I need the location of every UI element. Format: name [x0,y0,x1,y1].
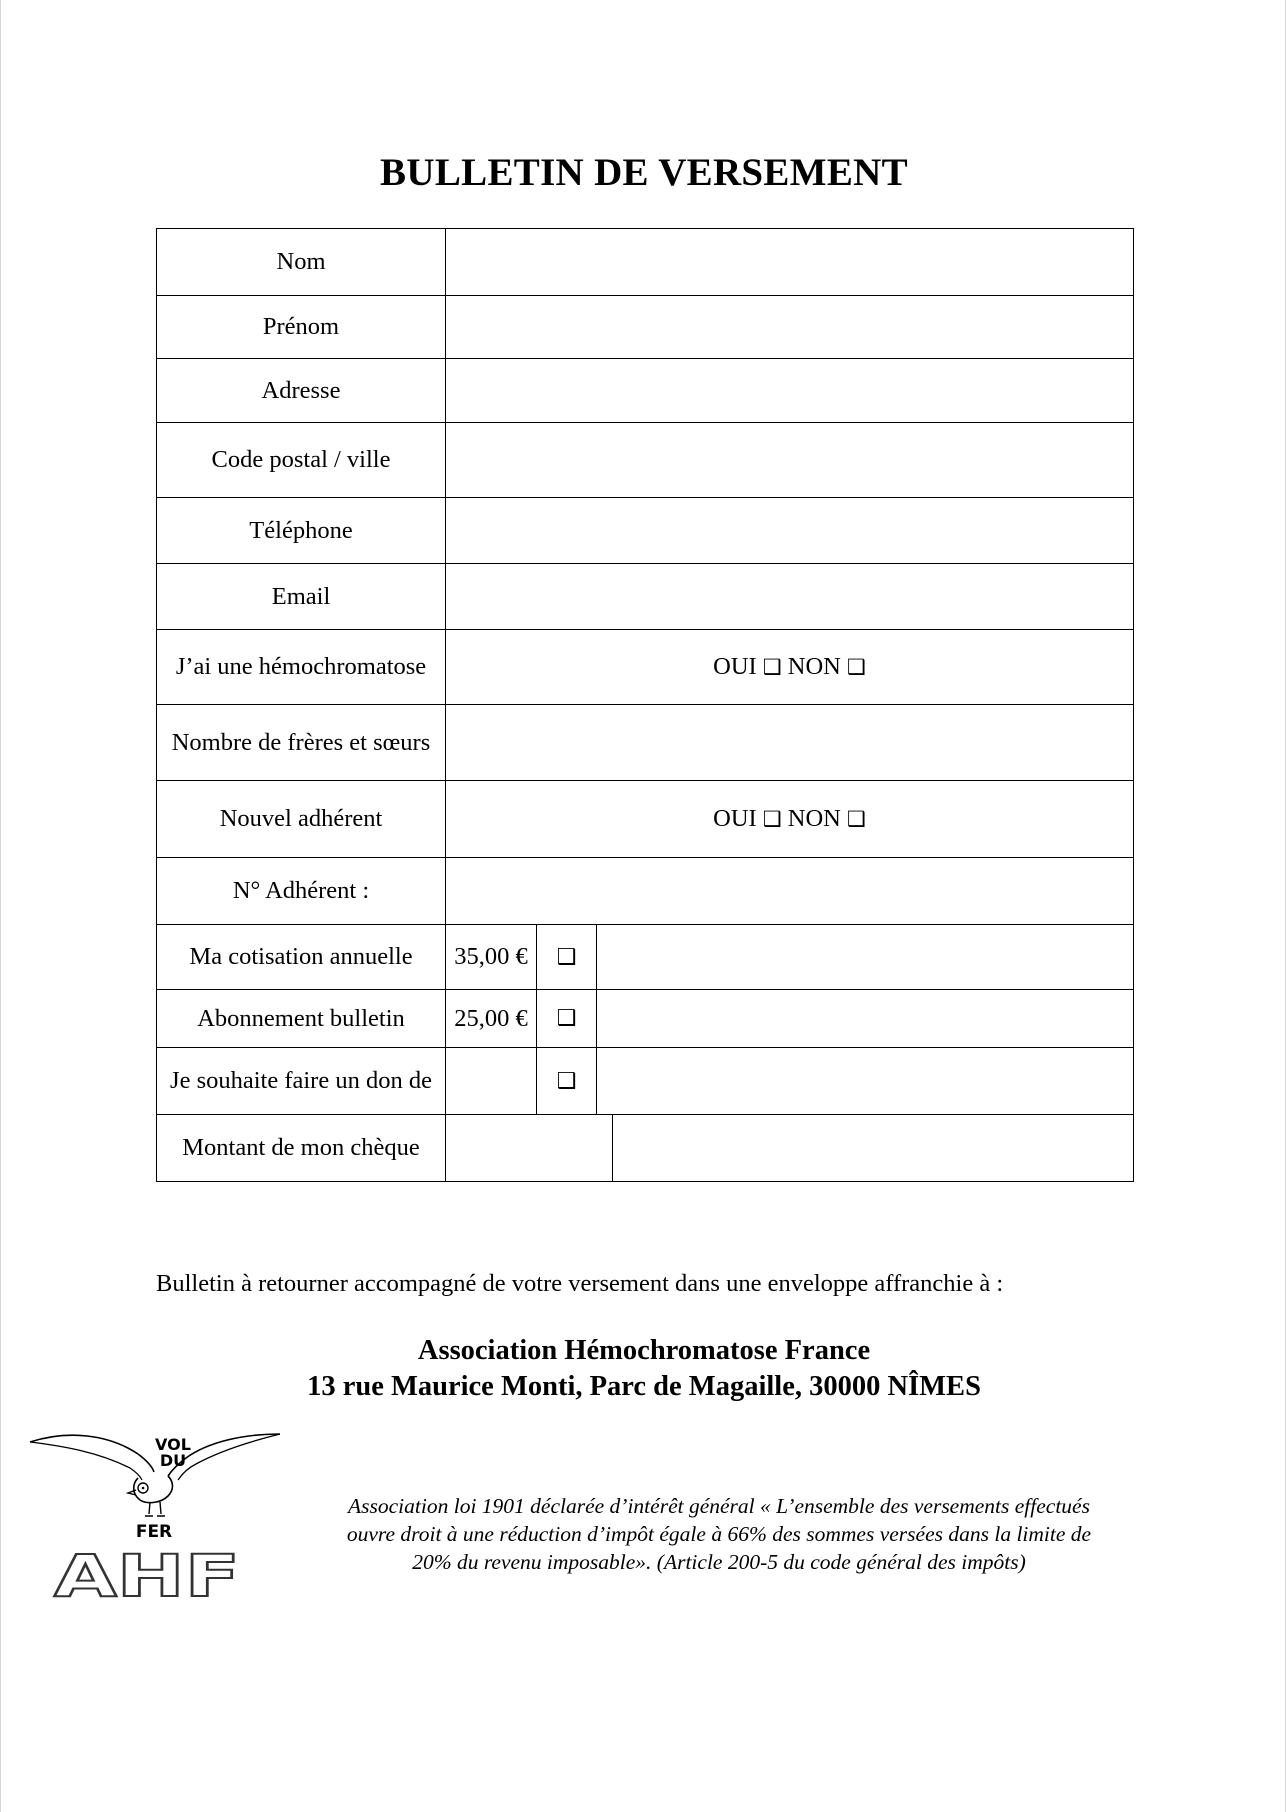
field-code-postal[interactable] [446,423,1134,498]
label-numero-adherent: N° Adhérent : [157,858,446,925]
field-adresse[interactable] [446,359,1134,423]
field-numero-adherent[interactable] [446,858,1134,925]
ahf-logo [28,1420,283,1605]
checkbox-don-icon[interactable]: ❑ [537,1048,597,1115]
logo-text-du: DU [159,1451,187,1470]
row-don [157,1048,1134,1115]
amount-abonnement: 25,00 € [446,990,537,1048]
page-title: BULLETIN DE VERSEMENT [380,151,908,194]
logo-text-fer: FER [135,1522,173,1542]
label-nom: Nom [157,229,446,296]
label-montant: Montant de mon chèque [157,1115,446,1182]
legal-line: 20% du revenu imposable». (Article 200-5 du code général des impôts) [412,1550,1026,1574]
row-code-postal [157,423,1134,498]
field-cotisation[interactable] [597,925,1134,990]
label-adresse: Adresse [157,359,446,423]
row-telephone [157,498,1134,564]
bird-logo-icon [28,1420,283,1605]
field-email[interactable] [446,564,1134,630]
return-instructions: Bulletin à retourner accompagné de votre versement dans une enveloppe affranchie à : [156,1270,1004,1297]
row-nom [157,229,1134,296]
association-address: 13 rue Maurice Monti, Parc de Magaille, 30000 NÎMES [307,1371,981,1402]
logo-text-ahf: AHF [54,1542,240,1605]
option-oui-label: OUI [713,653,757,680]
checkbox-cotisation-icon[interactable]: ❑ [537,925,597,990]
label-prenom: Prénom [157,296,446,359]
field-montant[interactable] [446,1115,613,1182]
legal-notice [291,1492,1147,1576]
checkbox-oui-icon[interactable]: ❑ [762,807,782,831]
label-nouvel-adherent: Nouvel adhérent [157,781,446,858]
association-address-block [1,1333,1286,1405]
field-prenom[interactable] [446,296,1134,359]
row-abonnement [157,990,1134,1048]
label-telephone: Téléphone [157,498,446,564]
field-telephone[interactable] [446,498,1134,564]
amount-cotisation: 35,00 € [446,925,537,990]
row-hemochromatose [157,630,1134,705]
field-freres-soeurs[interactable] [446,705,1134,781]
row-numero-adherent [157,858,1134,925]
checkbox-oui-icon[interactable]: ❑ [762,655,782,679]
row-email [157,564,1134,630]
label-don: Je souhaite faire un don de [157,1048,446,1115]
row-prenom [157,296,1134,359]
options-nouvel-adherent [446,781,1134,858]
legal-line: Association loi 1901 déclarée d’intérêt général « L’ensemble des versements effectués [348,1494,1090,1518]
row-adresse [157,359,1134,423]
logo-text-vol: VOL [155,1435,191,1454]
label-cotisation: Ma cotisation annuelle [157,925,446,990]
checkbox-abonnement-icon[interactable]: ❑ [537,990,597,1048]
field-nom[interactable] [446,229,1134,296]
row-nouvel-adherent [157,781,1134,858]
field-don-amount[interactable] [446,1048,537,1115]
checkbox-non-icon[interactable]: ❑ [847,807,866,831]
row-montant [157,1115,1134,1182]
payment-form-table [156,228,1134,1182]
label-code-postal: Code postal / ville [157,423,446,498]
options-hemochromatose [446,630,1134,705]
legal-line: ouvre droit à une réduction d’impôt égale à 66% des sommes versées dans la limite de [346,1522,1092,1546]
label-freres-soeurs: Nombre de frères et sœurs [157,705,446,781]
row-freres-soeurs [157,705,1134,781]
field-abonnement[interactable] [597,990,1134,1048]
label-abonnement: Abonnement bulletin [157,990,446,1048]
option-oui-label: OUI [713,805,757,832]
row-cotisation [157,925,1134,990]
checkbox-non-icon[interactable]: ❑ [847,655,866,679]
option-non-label: NON [787,805,841,832]
association-name: Association Hémochromatose France [417,1335,871,1366]
label-hemochromatose: J’ai une hémochromatose [157,630,446,705]
option-non-label: NON [787,653,841,680]
field-don[interactable] [597,1048,1134,1115]
label-email: Email [157,564,446,630]
field-montant-extra[interactable] [613,1115,1134,1182]
